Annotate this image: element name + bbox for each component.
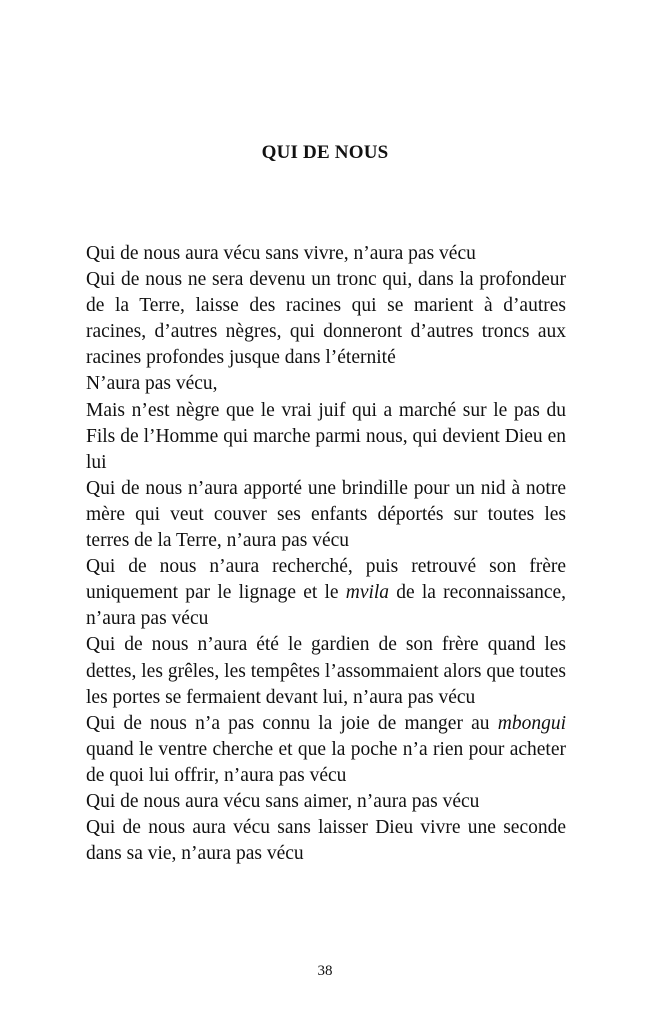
poem-line-8-after: quand le ventre cherche et que la poche n’a rien pour acheter de quoi lui offrir, n’aura pas vécu xyxy=(86,738,566,786)
poem-line-4: Mais n’est nègre que le vrai juif qui a marché sur le pas du Fils de l’Homme qui marche parmi nous, qui devient Dieu en lui xyxy=(86,399,566,473)
term-mbongui: mbongui xyxy=(497,712,566,734)
poem-line-6 xyxy=(86,554,566,632)
poem-line-6-before: Qui de nous n’aura recherché, puis retrouvé son frère uniquement par le lignage et le xyxy=(86,556,566,604)
poem-line-8-before: Qui de nous n’a pas connu la joie de manger au xyxy=(86,712,498,734)
poem-line-9: Qui de nous aura vécu sans aimer, n’aura pas vécu xyxy=(86,790,480,812)
term-mvila: mvila xyxy=(345,582,390,604)
poem-body xyxy=(86,241,566,867)
poem-line-6-after: de la reconnaissance, n’aura pas vécu xyxy=(86,582,567,630)
poem-line-1: Qui de nous aura vécu sans vivre, n’aura pas vécu xyxy=(86,243,476,264)
poem-title: QUI DE NOUS xyxy=(261,142,389,163)
poem-line-10: Qui de nous aura vécu sans laisser Dieu vivre une seconde dans sa vie, n’aura pas vécu xyxy=(86,817,566,865)
page-number: 38 xyxy=(317,963,333,979)
poem-line-8 xyxy=(86,711,566,789)
poem-line-2: Qui de nous ne sera devenu un tronc qui, dans la profondeur de la Terre, laisse des racines qui se marient à d’autres racines, d’autres nègres, qui donneront d’autres troncs aux racines profondes jusque dans l’éternité xyxy=(86,269,566,369)
poem-line-5: Qui de nous n’aura apporté une brindille pour un nid à notre mère qui veut couver ses enfants déportés sur toutes les terres de la Terre, n’aura pas vécu xyxy=(86,477,566,552)
poem-line-7: Qui de nous n’aura été le gardien de son frère quand les dettes, les grêles, les tempêtes l’assommaient alors que toutes les portes se fermaient devant lui, n’aura pas vécu xyxy=(86,634,566,708)
poem-line-3: N’aura pas vécu, xyxy=(86,373,218,395)
